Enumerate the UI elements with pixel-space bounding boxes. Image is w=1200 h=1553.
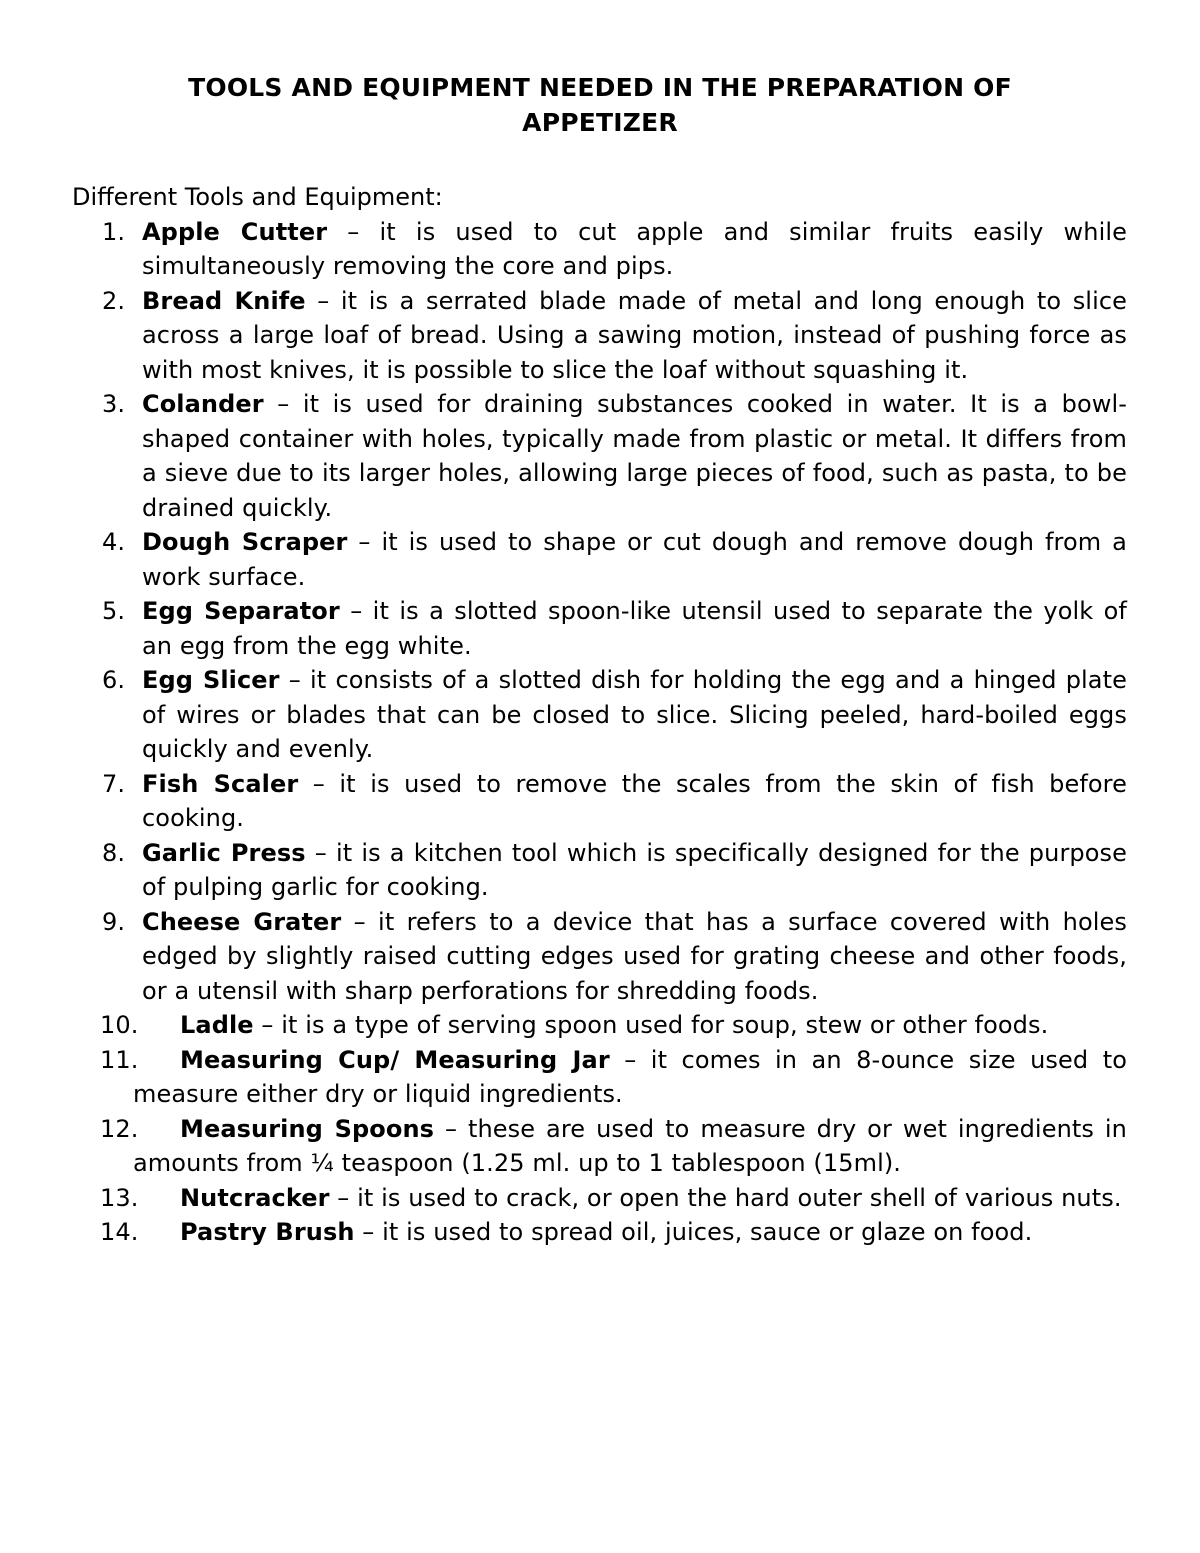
item-number: 2. xyxy=(102,286,126,315)
item-term: Fish Scaler xyxy=(142,769,299,798)
item-term: Apple Cutter xyxy=(142,217,328,246)
document-title-line-1: TOOLS AND EQUIPMENT NEEDED IN THE PREPARATION OF xyxy=(188,73,1012,102)
item-description: – it is a type of serving spoon used for soup, stew or other foods. xyxy=(253,1011,1049,1039)
item-description: – these are used to measure dry or wet ingredients in amounts from ¼ teaspoon (1.25 ml. up to 1 tablespoon (15ml). xyxy=(133,1114,1127,1177)
item-number: 9. xyxy=(102,907,126,936)
item-term: Egg Slicer xyxy=(142,666,280,694)
list-item xyxy=(72,1112,1127,1181)
item-description: – it comes in an 8-ounce size used to measure either dry or liquid ingredients. xyxy=(133,1045,1127,1108)
item-number: 1. xyxy=(102,217,126,246)
item-term: Pastry Brush xyxy=(180,1218,355,1246)
item-number: 14. xyxy=(100,1218,139,1246)
item-description: – it is used to shape or cut dough and remove dough from a work surface. xyxy=(142,528,1127,591)
item-term: Bread Knife xyxy=(142,286,306,315)
list-item xyxy=(72,1215,1127,1250)
item-description: – it is used to cut apple and similar fruits easily while simultaneously removing the core and pips. xyxy=(142,217,1127,280)
item-description: – it consists of a slotted dish for holding the egg and a hinged plate of wires or blades that can be closed to slice. Slicing peeled, hard-boiled eggs quickly and evenly. xyxy=(142,666,1127,763)
list-item xyxy=(72,594,1127,663)
list-item xyxy=(72,836,1127,905)
item-description: – it is used to spread oil, juices, sauce or glaze on food. xyxy=(354,1218,1033,1246)
item-number: 7. xyxy=(102,769,126,798)
item-term: Dough Scraper xyxy=(142,528,348,556)
item-term: Nutcracker xyxy=(180,1183,330,1212)
item-term: Egg Separator xyxy=(142,597,340,625)
tools-list xyxy=(72,215,1128,1250)
item-description: – it is a slotted spoon-like utensil used to separate the yolk of an egg from the egg white. xyxy=(142,597,1127,660)
document-title-line-2: APPETIZER xyxy=(522,108,678,137)
item-description: – it is used to remove the scales from the skin of fish before cooking. xyxy=(142,769,1127,832)
item-description: – it is a serrated blade made of metal and long enough to slice across a large loaf of bread. Using a sawing motion, instead of pushing force as with most knives, it is possible to slice the loaf without squashing it. xyxy=(142,286,1128,384)
item-number: 5. xyxy=(102,597,126,625)
list-item xyxy=(72,1043,1127,1112)
list-item xyxy=(72,387,1127,525)
item-number: 12. xyxy=(100,1114,139,1143)
item-number: 6. xyxy=(102,666,126,694)
item-term: Measuring Spoons xyxy=(180,1114,435,1143)
list-item xyxy=(72,1008,1127,1043)
item-description: – it refers to a device that has a surface covered with holes edged by slightly raised cutting edges used for grating cheese and other foods, or a utensil with sharp perforations for shredding foods. xyxy=(142,907,1127,1005)
item-description: – it is a kitchen tool which is specifically designed for the purpose of pulping garlic for cooking. xyxy=(142,838,1127,901)
section-heading: Different Tools and Equipment: xyxy=(72,183,443,211)
list-item xyxy=(72,905,1127,1009)
item-number: 8. xyxy=(102,838,126,867)
item-number: 10. xyxy=(100,1011,139,1039)
item-term: Garlic Press xyxy=(142,838,306,867)
item-term: Cheese Grater xyxy=(142,907,342,936)
item-term: Measuring Cup/ Measuring Jar xyxy=(180,1045,610,1074)
item-term: Ladle xyxy=(180,1011,254,1039)
list-item xyxy=(72,767,1127,836)
item-number: 3. xyxy=(102,390,126,418)
item-description: – it is used for draining substances cooked in water. It is a bowl-shaped container with holes, typically made from plastic or metal. It differs from a sieve due to its larger holes, allowing large pieces of food, such as pasta, to be drained quickly. xyxy=(142,390,1127,522)
list-item xyxy=(72,284,1127,388)
list-item xyxy=(72,1181,1127,1216)
list-item xyxy=(72,215,1127,284)
list-item xyxy=(72,663,1127,767)
item-number: 11. xyxy=(100,1045,139,1074)
item-description: – it is used to crack, or open the hard outer shell of various nuts. xyxy=(329,1183,1122,1212)
document-title xyxy=(72,70,1128,140)
item-number: 4. xyxy=(102,528,126,556)
list-item xyxy=(72,525,1127,594)
item-term: Colander xyxy=(142,390,264,418)
item-number: 13. xyxy=(100,1183,139,1212)
